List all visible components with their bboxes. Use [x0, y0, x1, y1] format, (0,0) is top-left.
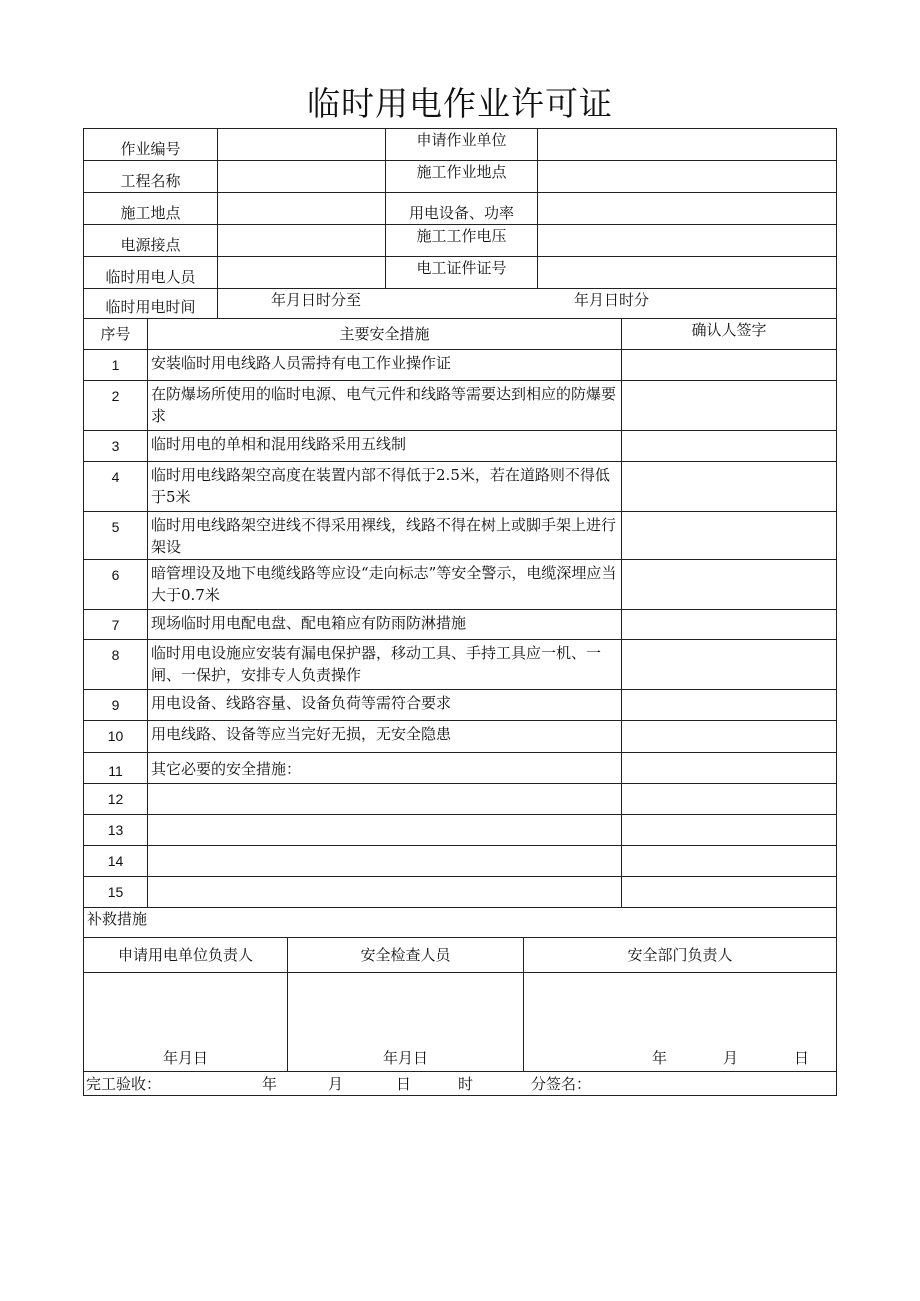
- table-row: [84, 753, 837, 784]
- measure-no-header: 序号: [84, 319, 148, 350]
- apply-head-label: 申请用电单位负责人: [84, 938, 288, 973]
- row-measure[interactable]: [148, 784, 622, 815]
- row-confirm[interactable]: [622, 753, 837, 784]
- info-table: [83, 128, 837, 319]
- remedial-measures[interactable]: [84, 908, 837, 938]
- time-label: 临时用电时间: [84, 289, 218, 319]
- table-row: [84, 560, 837, 610]
- equipment-power-label: 用电设备、功率: [386, 193, 538, 225]
- safety-head-label: 安全部门负责人: [524, 938, 837, 973]
- row-measure: 在防爆场所使用的临时电源、电气元件和线路等需要达到相应的防爆要求: [148, 381, 622, 431]
- row-measure[interactable]: [148, 877, 622, 908]
- row-confirm[interactable]: [622, 690, 837, 721]
- row-measure: 临时用电线路架空高度在装置内部不得低于2.5米，若在道路则不得低于5米: [148, 462, 622, 512]
- inspector-date: 年月日: [382, 1049, 428, 1067]
- safety-head-signature[interactable]: [524, 973, 837, 1072]
- safety-year: 年: [651, 1049, 667, 1067]
- table-row: [84, 381, 837, 431]
- safety-month: 月: [722, 1049, 738, 1067]
- table-row: [84, 512, 837, 560]
- measure-header: 主要安全措施: [148, 319, 622, 350]
- row-measure: 用电设备、线路容量、设备负荷等需符合要求: [148, 690, 622, 721]
- completion-day: 日: [396, 1074, 412, 1093]
- work-location-field[interactable]: [538, 161, 837, 193]
- power-point-label: 电源接点: [84, 225, 218, 257]
- completion-month: 月: [328, 1074, 344, 1093]
- work-no-field[interactable]: [218, 129, 386, 161]
- voltage-field[interactable]: [538, 225, 837, 257]
- row-no: 6: [84, 560, 148, 610]
- table-row: [84, 877, 837, 908]
- row-no: 11: [84, 753, 148, 784]
- measures-table: [83, 318, 837, 938]
- row-measure: 临时用电的单相和混用线路采用五线制: [148, 431, 622, 462]
- project-name-label: 工程名称: [84, 161, 218, 193]
- row-no: 2: [84, 381, 148, 431]
- row-confirm[interactable]: [622, 610, 837, 640]
- completion-label: 完工验收：: [86, 1074, 162, 1093]
- row-no: 3: [84, 431, 148, 462]
- table-row: [84, 462, 837, 512]
- project-name-field[interactable]: [218, 161, 386, 193]
- voltage-label: 施工工作电压: [386, 225, 538, 257]
- inspector-label: 安全检查人员: [288, 938, 524, 973]
- time-from: 年月日时分至: [271, 291, 362, 309]
- row-no: 4: [84, 462, 148, 512]
- row-measure: 临时用电设施应安装有漏电保护器，移动工具、手持工具应一机、一闸、一保护，安排专人负责操作: [148, 640, 622, 690]
- equipment-power-field[interactable]: [538, 193, 837, 225]
- work-no-label: 作业编号: [84, 129, 218, 161]
- row-confirm[interactable]: [622, 462, 837, 512]
- row-confirm[interactable]: [622, 431, 837, 462]
- table-row: [84, 610, 837, 640]
- apply-head-date: 年月日: [162, 1049, 208, 1067]
- page-title: 临时用电作业许可证: [307, 84, 613, 123]
- row-measure: 暗管埋设及地下电缆线路等应设“走向标志”等安全警示，电缆深埋应当大于0.7米: [148, 560, 622, 610]
- site-field[interactable]: [218, 193, 386, 225]
- apply-head-signature[interactable]: [84, 973, 288, 1072]
- table-row: [84, 815, 837, 846]
- row-confirm[interactable]: [622, 877, 837, 908]
- table-row: [84, 846, 837, 877]
- table-row: [84, 690, 837, 721]
- safety-day: 日: [793, 1049, 809, 1067]
- row-no: 12: [84, 784, 148, 815]
- table-row: [84, 784, 837, 815]
- table-row: [84, 350, 837, 381]
- apply-unit-label: 申请作业单位: [386, 129, 538, 161]
- row-confirm[interactable]: [622, 721, 837, 753]
- table-row: [84, 721, 837, 753]
- row-no: 14: [84, 846, 148, 877]
- row-measure: 现场临时用电配电盘、配电箱应有防雨防淋措施: [148, 610, 622, 640]
- completion-acceptance[interactable]: [84, 1072, 837, 1096]
- completion-hour: 时: [458, 1074, 474, 1093]
- table-row: [84, 640, 837, 690]
- row-measure: 其它必要的安全措施：: [148, 753, 622, 784]
- row-confirm[interactable]: [622, 846, 837, 877]
- row-no: 7: [84, 610, 148, 640]
- remedial-label: 补救措施: [87, 910, 148, 928]
- row-no: 13: [84, 815, 148, 846]
- cert-no-label: 电工证件证号: [386, 257, 538, 289]
- completion-minute-sign: 分签名：: [531, 1074, 592, 1093]
- inspector-signature[interactable]: [288, 973, 524, 1072]
- confirm-header: 确认人签字: [622, 319, 837, 350]
- row-confirm[interactable]: [622, 784, 837, 815]
- table-row: [84, 431, 837, 462]
- row-no: 10: [84, 721, 148, 753]
- row-measure[interactable]: [148, 846, 622, 877]
- permit-form: [83, 128, 836, 1096]
- row-no: 15: [84, 877, 148, 908]
- row-measure[interactable]: [148, 815, 622, 846]
- row-confirm[interactable]: [622, 381, 837, 431]
- power-point-field[interactable]: [218, 225, 386, 257]
- signature-table: [83, 937, 837, 1096]
- completion-year: 年: [262, 1074, 278, 1093]
- apply-unit-field[interactable]: [538, 129, 837, 161]
- row-no: 9: [84, 690, 148, 721]
- row-confirm[interactable]: [622, 512, 837, 560]
- row-no: 8: [84, 640, 148, 690]
- row-measure: 安装临时用电线路人员需持有电工作业操作证: [148, 350, 622, 381]
- personnel-label: 临时用电人员: [84, 257, 218, 289]
- site-label: 施工地点: [84, 193, 218, 225]
- time-to: 年月日时分: [574, 291, 650, 309]
- personnel-field[interactable]: [218, 257, 386, 289]
- row-measure: 临时用电线路架空进线不得采用裸线，线路不得在树上或脚手架上进行架设: [148, 512, 622, 560]
- row-confirm[interactable]: [622, 560, 837, 610]
- work-location-label: 施工作业地点: [386, 161, 538, 193]
- row-no: 1: [84, 350, 148, 381]
- row-confirm[interactable]: [622, 640, 837, 690]
- time-range[interactable]: [218, 289, 837, 319]
- row-measure: 用电线路、设备等应当完好无损，无安全隐患: [148, 721, 622, 753]
- row-confirm[interactable]: [622, 350, 837, 381]
- row-confirm[interactable]: [622, 815, 837, 846]
- cert-no-field[interactable]: [538, 257, 837, 289]
- row-no: 5: [84, 512, 148, 560]
